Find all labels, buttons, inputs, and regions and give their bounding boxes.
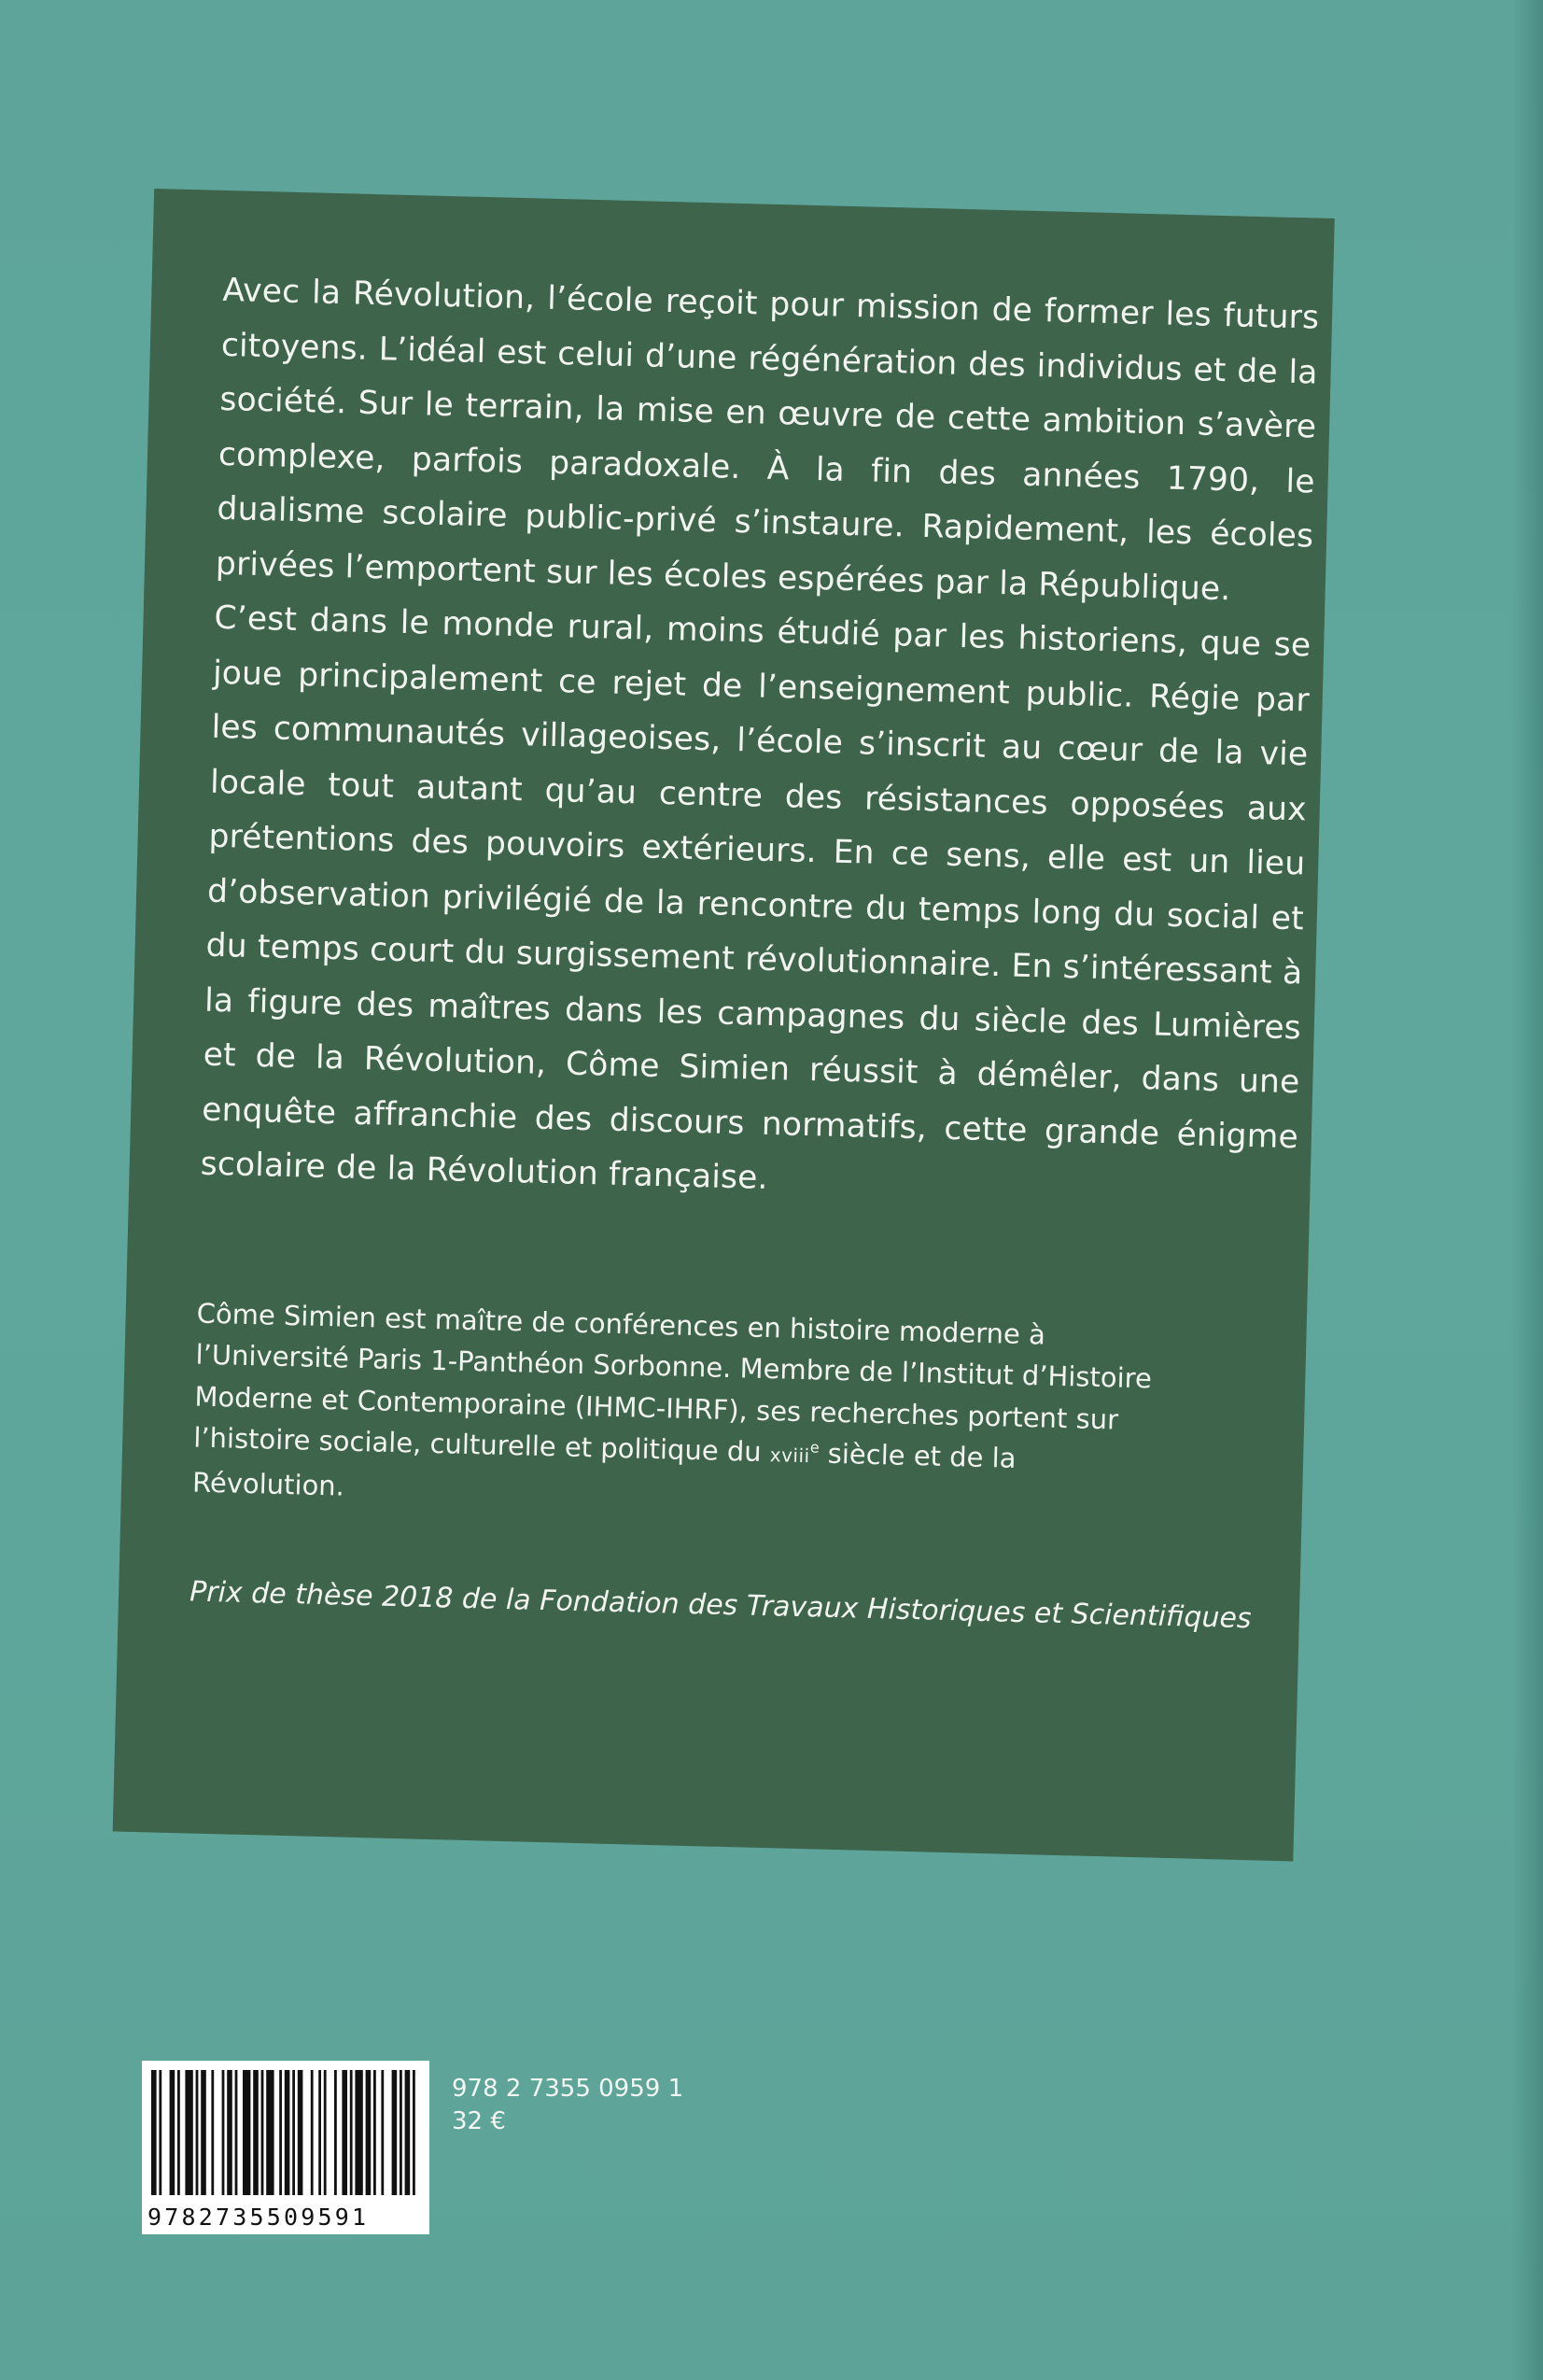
barcode-bar [253, 2070, 259, 2195]
isbn-price-block [452, 2073, 683, 2138]
barcode-bar [292, 2070, 295, 2195]
barcode-bar [413, 2070, 415, 2195]
cover-edge-shadow [1511, 0, 1543, 2380]
barcode-bar [285, 2070, 290, 2195]
barcode-bar [170, 2070, 175, 2195]
barcode-bar [350, 2070, 353, 2195]
barcode-bar [177, 2070, 180, 2195]
barcode-bar [334, 2070, 337, 2195]
barcode-bar [405, 2070, 411, 2195]
barcode-bar [151, 2070, 157, 2195]
barcode-bar [211, 2070, 214, 2195]
barcode-bar [342, 2070, 347, 2195]
barcode-bar [400, 2070, 402, 2195]
isbn-number: 978 2 7355 0959 1 [452, 2075, 684, 2103]
barcode-bar [185, 2070, 192, 2195]
price: 32 € [452, 2107, 506, 2135]
barcode-bar [392, 2070, 398, 2195]
barcode-bar [159, 2070, 161, 2195]
barcode-bar [373, 2070, 376, 2195]
barcode-bar [279, 2070, 282, 2195]
author-bio-text-end: siècle et de la Révolution. [191, 1437, 1017, 1502]
barcode-bar [266, 2070, 274, 2195]
barcode-bar [261, 2070, 264, 2195]
summary-paragraph-1: Avec la Révolution, l’école reçoit pour mission de former les futurs citoyens. L’idéal est celui d’une régénération des individus et de la société. Sur le terrain, la mise en œuvre de cette ambition s’avère complexe, parfois paradoxale. À la fin des années 1790, le dualisme scolaire public-privé s’instaure. Rapidement, les écoles privées l’emportent sur les écoles espérées par la République. [215, 271, 1320, 608]
barcode-bar [243, 2070, 250, 2195]
barcode-bar [311, 2070, 314, 2195]
century-numeral: xviii [769, 1443, 810, 1468]
barcode-bar [196, 2070, 199, 2195]
barcode-bar [227, 2070, 232, 2195]
barcode-bar [381, 2070, 384, 2195]
barcode-bars [147, 2070, 424, 2195]
barcode [142, 2061, 429, 2234]
barcode-bar [235, 2070, 238, 2195]
author-bio [192, 1292, 1158, 1527]
author-bio-text: Côme Simien est maître de conférences en histoire moderne à l’Université Paris 1-Panthéon Sorbonne. Membre de l’Institut d’Histoire Moderne et Contemporaine (IHMC-IHRF), ses recherches portent sur l’histoire sociale, culturelle et politique du [192, 1297, 1153, 1469]
barcode-bar [298, 2070, 303, 2195]
text-panel [113, 189, 1335, 1861]
summary-paragraph-2: C’est dans le monde rural, moins étudié par les historiens, que se joue principalement ce rejet de l’enseignement public. Régie par les communautés villageoises, l’école s’inscrit au cœur de la vie locale tout autant qu’au centre des résistances opposées aux prétentions des pouvoirs extérieurs. En ce sens, elle est un lieu d’observation privilégié de la rencontre du temps long du social et du temps court du surgissement révolutionnaire. En s’intéressant à la figure des maîtres dans les campagnes du siècle des Lumières et de la Révolution, Côme Simien réussit à démêler, dans une enquête affranchie des discours normatifs, cette grande énigme scolaire de la Révolution française. [200, 599, 1312, 1197]
barcode-digits: 9782735509591 [147, 2204, 370, 2231]
century-suffix: e [809, 1438, 820, 1457]
prize-line: Prix de thèse 2018 de la Fondation des Travaux Historiques et Scientifiques [189, 1575, 1252, 1636]
barcode-bar [318, 2070, 321, 2195]
barcode-bar [366, 2070, 372, 2195]
barcode-bar [201, 2070, 206, 2195]
barcode-bar [355, 2070, 362, 2195]
barcode-bar [324, 2070, 327, 2195]
barcode-bar [222, 2070, 225, 2195]
